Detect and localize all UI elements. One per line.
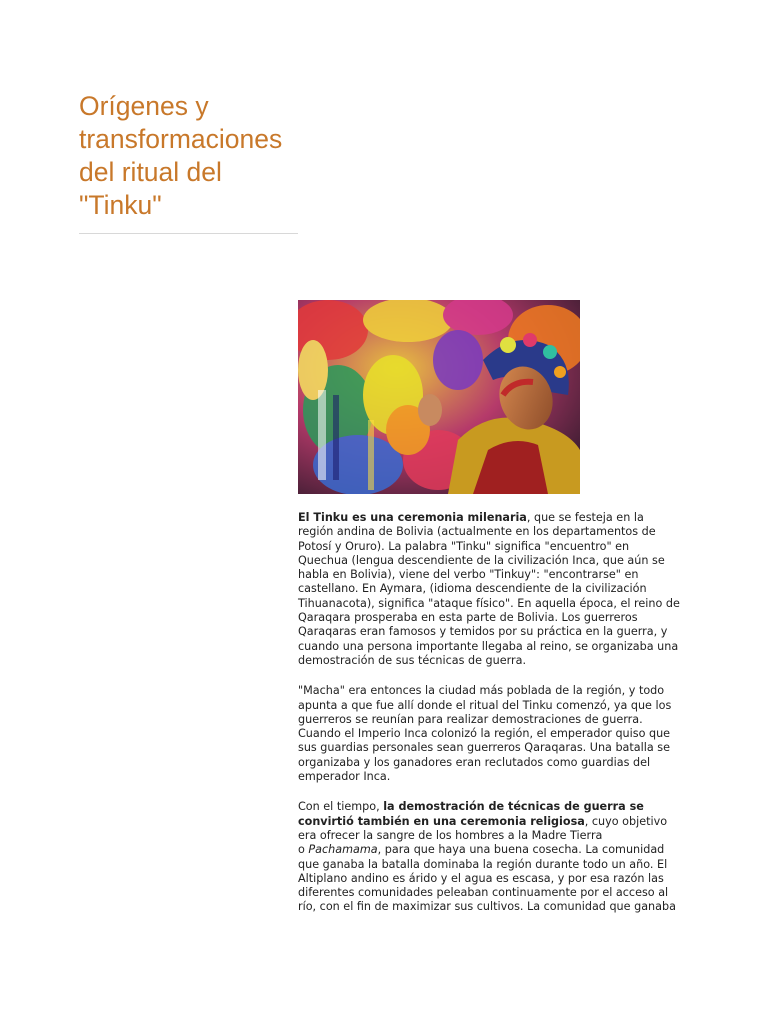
title-line: "Tinku" [79, 190, 162, 220]
text-line [298, 654, 690, 668]
text-line [298, 713, 690, 727]
text-line [298, 699, 690, 713]
text-line [298, 511, 690, 525]
text-line [298, 582, 690, 596]
text-line [298, 727, 690, 741]
text-line [298, 800, 690, 814]
text-segment: demostración de sus técnicas de guerra. [298, 653, 527, 667]
text-segment: Qaraqara prosperaba en esta parte de Bolivia. Los guerreros [298, 611, 638, 625]
text-line [298, 900, 690, 914]
text-segment: emperador Inca. [298, 770, 391, 784]
paragraph [298, 800, 690, 914]
bold-text: convirtió también en una ceremonia religiosa [298, 814, 585, 828]
photo-tinku-dancer [298, 300, 580, 494]
text-line [298, 625, 690, 639]
text-line [298, 815, 690, 829]
article-body [298, 511, 690, 931]
text-segment: o [298, 843, 309, 857]
title-divider [79, 233, 298, 234]
text-line [298, 568, 690, 582]
text-line [298, 770, 690, 784]
text-segment: diferentes comunidades peleaban continuamente por el acceso al [298, 886, 669, 900]
text-line [298, 858, 690, 872]
bold-text: la demostración de técnicas de guerra se [383, 800, 644, 814]
text-segment: Tihuanacota), significa "ataque físico". En aquella época, el reino de [298, 596, 680, 610]
text-line [298, 843, 690, 857]
text-line [298, 872, 690, 886]
text-segment: Cuando el Imperio Inca colonizó la región, el emperador quiso que [298, 727, 671, 741]
text-segment: Altiplano andino es árido y el agua es escasa, y por esa razón las [298, 871, 664, 885]
text-segment: era ofrecer la sangre de los hombres a la Madre Tierra [298, 828, 603, 842]
text-segment: Potosí y Oruro). La palabra "Tinku" significa "encuentro" en [298, 539, 630, 553]
text-line [298, 684, 690, 698]
text-line [298, 829, 690, 843]
text-segment: Con el tiempo, [298, 800, 384, 814]
text-segment: , que se festeja en la [526, 511, 644, 524]
text-segment: organizaba y los ganadores eran reclutados como guardias del [298, 755, 651, 769]
bold-text: El Tinku es una ceremonia milenaria [298, 511, 527, 524]
text-line [298, 525, 690, 539]
paragraph [298, 511, 690, 668]
italic-text: Pachamama [308, 843, 378, 857]
text-segment: región andina de Bolivia (actualmente en los departamentos de [298, 525, 656, 539]
text-line [298, 611, 690, 625]
page-title [79, 90, 309, 222]
text-segment: , cuyo objetivo [584, 814, 668, 828]
paragraph [298, 684, 690, 784]
title-line: del ritual del [79, 157, 222, 187]
text-line [298, 597, 690, 611]
text-segment: cuando una persona importante llegaba al reino, se organizaba una [298, 639, 679, 653]
text-line [298, 741, 690, 755]
text-segment: guerreros se reunían para realizar demostraciones de guerra. [298, 712, 643, 726]
photo-tinku-dancer-icon [298, 300, 580, 494]
text-segment: río, con el fin de maximizar sus cultivos. La comunidad que ganaba [298, 900, 676, 914]
text-segment: sus guardias personales sean guerreros Qaraqaras. Una batalla se [298, 741, 670, 755]
text-segment: Qaraqaras eran famosos y temidos por su práctica en la guerra, y [298, 625, 668, 639]
text-line [298, 640, 690, 654]
text-segment: Quechua (lengua descendiente de la civilización Inca, que aún se [298, 553, 665, 567]
text-line [298, 540, 690, 554]
text-segment: apunta a que fue allí donde el ritual del Tinku comenzó, ya que los [298, 698, 672, 712]
title-line: transformaciones [79, 124, 283, 154]
text-segment: , para que haya una buena cosecha. La comunidad [377, 843, 665, 857]
text-segment: "Macha" era entonces la ciudad más poblada de la región, y todo [298, 684, 665, 698]
text-segment: habla en Bolivia), viene del verbo "Tinkuy": "encontrarse" en [298, 568, 639, 582]
text-line [298, 886, 690, 900]
text-line [298, 756, 690, 770]
text-segment: castellano. En Aymara, (idioma descendiente de la civilización [298, 582, 647, 596]
text-line [298, 554, 690, 568]
title-line: Orígenes y [79, 91, 209, 121]
text-segment: que ganaba la batalla dominaba la región durante todo un año. El [298, 857, 668, 871]
